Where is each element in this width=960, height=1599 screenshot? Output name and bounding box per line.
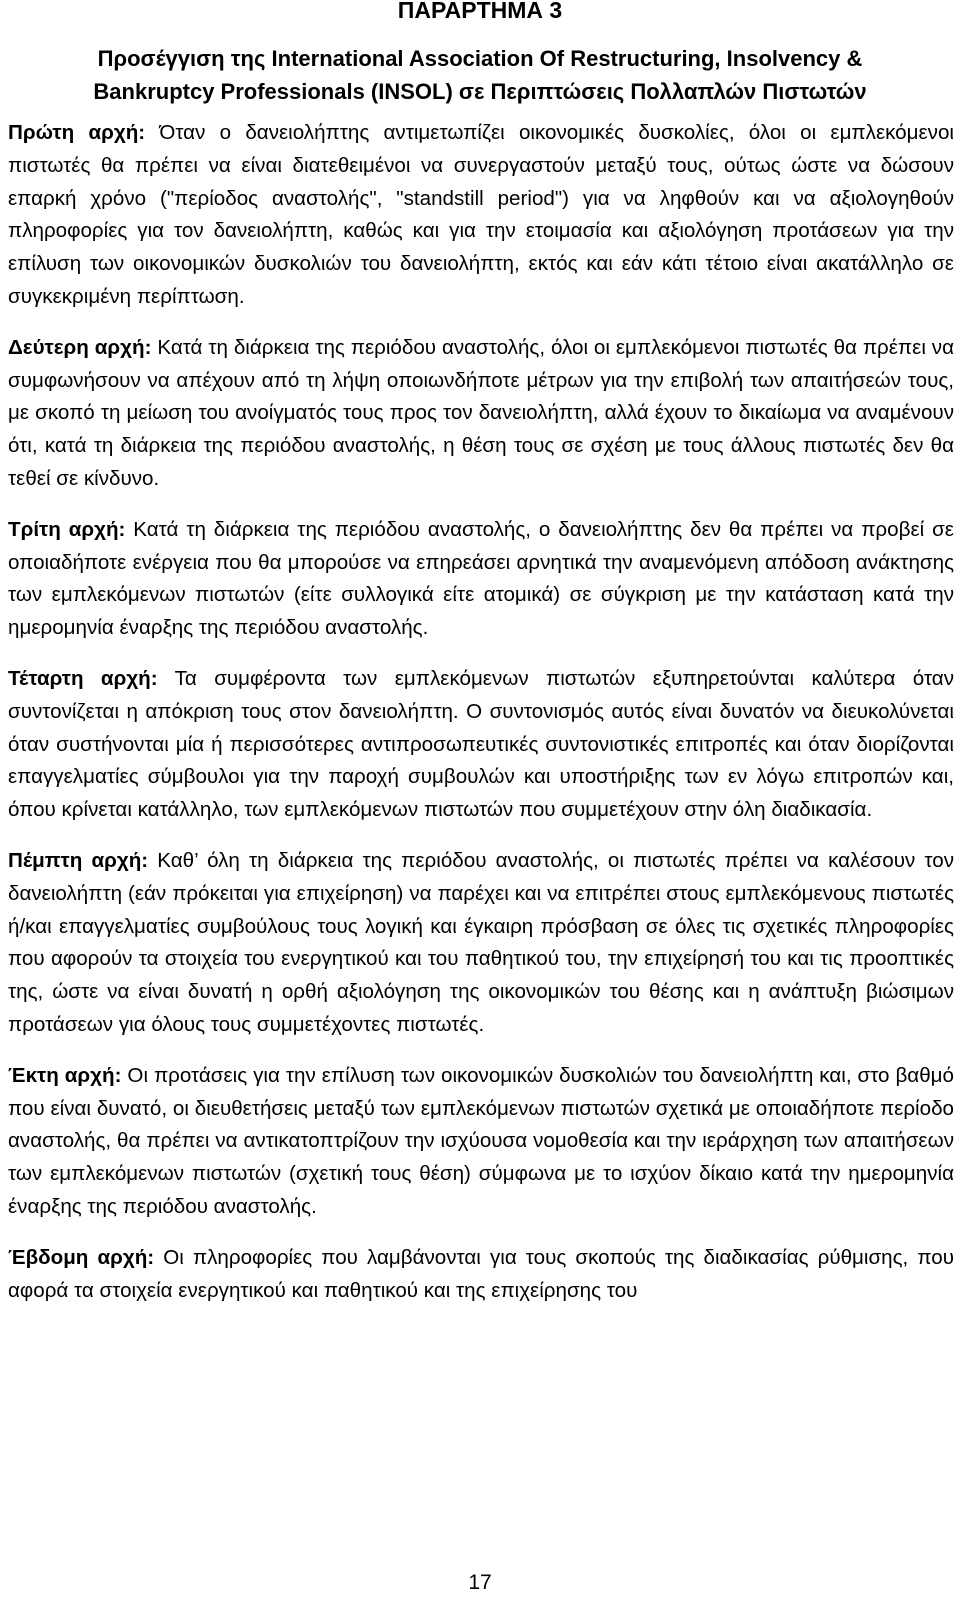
principle-text: Καθ’ όλη τη διάρκεια της περιόδου αναστολής, οι πιστωτές πρέπει να καλέσουν τον δανειολήπτη (εάν πρόκειται για επιχείρηση) να παρέχει και να επιτρέπει στους εμπλεκόμενους πιστωτές ή/και επαγγελματίες συμβούλους τους λογική και έγκαιρη πρόσβαση σε όλες τις σχετικές πληροφορίες που αφορούν τα στοιχεία του ενεργητικού και του παθητικού του, την επιχείρησή του και τις προοπτικές της, ώστε να είναι δυνατή η ορθή αξιολόγηση της οικονομικών του θέσης και η ανάπτυξη βιώσιμων προτάσεων για όλους τους συμμετέχοντες πιστωτές. — [8, 848, 954, 1036]
page-number: 17 — [468, 1571, 492, 1594]
principle-paragraph-1 — [8, 117, 954, 314]
principle-label: Τέταρτη αρχή: — [8, 666, 158, 690]
principle-text: Οι προτάσεις για την επίλυση των οικονομικών δυσκολιών του δανειολήπτη και, στο βαθμό που είναι δυνατό, οι διευθετήσεις μεταξύ των εμπλεκόμενων πιστωτών σχετικά με οποιαδήποτε περίοδο αναστολής, θα πρέπει να αντικατοπτρίζουν την ισχύουσα νομοθεσία και την ιεράρχηση των απαιτήσεων των εμπλεκόμενων πιστωτών (σχετική τους θέση) σύμφωνα με το ισχύον δίκαιο κατά την ημερομηνία έναρξης της περιόδου αναστολής. — [8, 1063, 954, 1218]
principle-paragraph-5 — [8, 845, 954, 1042]
principle-label: Έκτη αρχή: — [8, 1063, 122, 1087]
heading-line-1: Προσέγγιση της International Association Of Restructuring, Insolvency & — [97, 46, 863, 71]
principle-label: Έβδομη αρχή: — [8, 1245, 155, 1269]
principles-list — [8, 117, 954, 1325]
principle-text: Τα συμφέροντα των εμπλεκόμενων πιστωτών εξυπηρετούνται καλύτερα όταν συντονίζεται η απόκριση τους στον δανειολήπτη. Ο συντονισμός αυτός είναι δυνατόν να διευκολύνεται όταν συστήνονται μία ή περισσότερες αντιπροσωπευτικές συντονιστικές επιτροπές και όταν διορίζονται επαγγελματίες σύμβουλοι για την παροχή συμβουλών και υποστήριξης των εν λόγω επιτροπών και, όπου κρίνεται κατάλληλο, των εμπλεκόμενων πιστωτών που συμμετέχουν στην όλη διαδικασία. — [8, 666, 954, 822]
principle-label: Πέμπτη αρχή: — [8, 848, 149, 872]
principle-text: Όταν ο δανειολήπτης αντιμετωπίζει οικονομικές δυσκολίες, όλοι οι εμπλεκόμενοι πιστωτές θα πρέπει να είναι διατεθειμένοι να συνεργαστούν μεταξύ τους, ούτως ώστε να δώσουν επαρκή χρόνο ("περίοδος αναστολής", "standstill period") για να ληφθούν και να αξιολογηθούν πληροφορίες για τον δανειολήπτη, καθώς και για την ετοιμασία και αξιολόγηση προτάσεων για την επίλυση των οικονομικών δυσκολιών του δανειολήπτη, εκτός και εάν κάτι τέτοιο είναι ακατάλληλο σε συγκεκριμένη περίπτωση. — [8, 121, 954, 308]
principle-label: Δεύτερη αρχή: — [8, 335, 152, 359]
principle-paragraph-7 — [8, 1242, 954, 1308]
principle-text: Κατά τη διάρκεια της περιόδου αναστολής, όλοι οι εμπλεκόμενοι πιστωτές θα πρέπει να συμφωνήσουν να απέχουν από τη λήψη οποιωνδήποτε μέτρων για την επιβολή των απαιτήσεών τους, με σκοπό τη μείωση του ανοίγματός τους προς τον δανειολήπτη, αλλά έχουν το δικαίωμα να αναμένουν ότι, κατά τη διάρκεια της περιόδου αναστολής, η θέση τους σε σχέση με τους άλλους πιστωτές δεν θα τεθεί σε κίνδυνο. — [8, 335, 954, 490]
principle-paragraph-2 — [8, 332, 954, 496]
principle-label: Τρίτη αρχή: — [8, 517, 126, 541]
appendix-title: ΠΑΡΑΡΤΗΜΑ 3 — [397, 0, 563, 23]
principle-text: Οι πληροφορίες που λαμβάνονται για τους σκοπούς της διαδικασίας ρύθμισης, που αφορά τα στοιχεία ενεργητικού και παθητικού και της επιχείρησης του — [8, 1245, 954, 1302]
principle-paragraph-4 — [8, 663, 954, 827]
principle-text: Κατά τη διάρκεια της περιόδου αναστολής, ο δανειολήπτης δεν θα πρέπει να προβεί σε οποιαδήποτε ενέργεια που θα μπορούσε να επηρεάσει αρνητικά την αναμενόμενη απόδοση ανάκτησης των εμπλεκόμενων πιστωτών (είτε συλλογικά είτε ατομικά) σε σύγκριση με την κατάσταση κατά την ημερομηνία έναρξης της περιόδου αναστολής. — [8, 517, 954, 640]
principle-label: Πρώτη αρχή: — [8, 121, 146, 144]
heading-line-2: Bankruptcy Professionals (INSOL) σε Περιπτώσεις Πολλαπλών Πιστωτών — [93, 79, 867, 104]
principle-paragraph-6 — [8, 1060, 954, 1224]
principle-paragraph-3 — [8, 514, 954, 645]
document-heading — [0, 42, 960, 108]
